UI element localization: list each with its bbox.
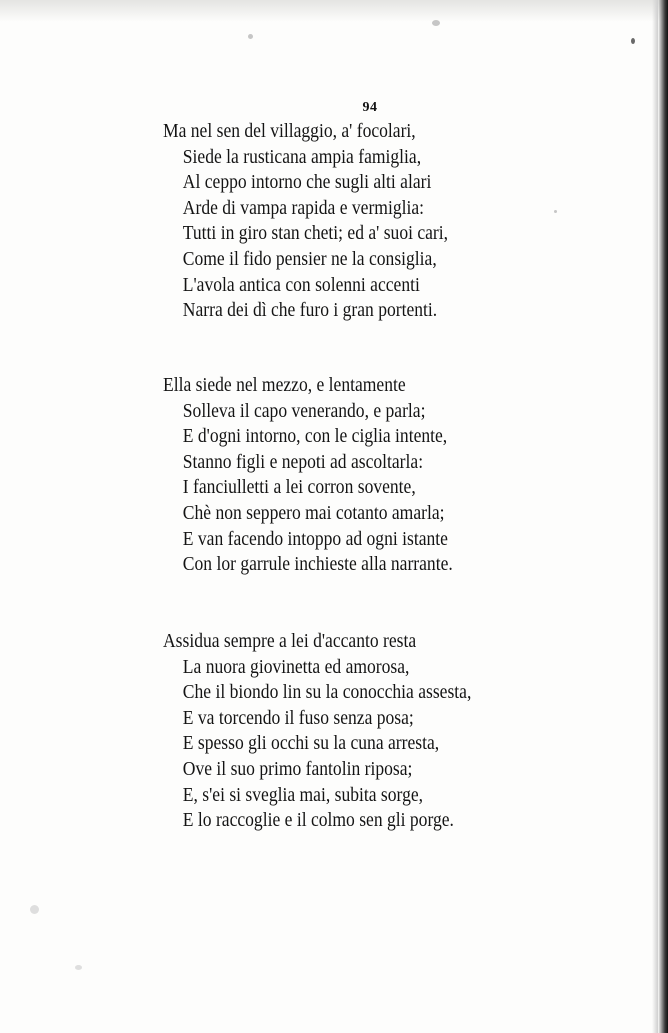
paper-speck [631,38,635,44]
verse-line: Chè non seppero mai cotanto amarla; [182,502,445,524]
verse-line: Assidua sempre a lei d'accanto resta [163,631,417,652]
verse-line: La nuora giovinetta ed amorosa, [182,656,410,678]
verse-line: Al ceppo intorno che sugli alti alari [182,172,432,194]
verse-line: L'avola antica con solenni accenti [182,274,420,296]
verse-line: Ove il suo primo fantolin riposa; [182,758,413,780]
stanza-3 [163,629,583,834]
stanza-1 [163,119,583,324]
stanza-2 [163,373,583,578]
page-edge-shadow [658,0,668,1033]
verse-line: Stanno figli e nepoti ad ascoltarla: [182,451,424,473]
verse-line: E lo raccoglie e il colmo sen gli porge. [182,810,454,832]
verse-line: Arde di vampa rapida e vermiglia: [182,197,425,219]
verse-line: Ella siede nel mezzo, e lentamente [163,375,406,396]
verse-line: Siede la rusticana ampia famiglia, [182,146,422,168]
verse-line: E d'ogni intorno, con le ciglia intente, [182,426,448,448]
verse-line: E va torcendo il fuso senza posa; [182,707,414,729]
verse-line: Solleva il capo venerando, e parla; [182,400,426,422]
verse-line: Come il fido pensier ne la consiglia, [182,248,437,270]
verse-line: Ma nel sen del villaggio, a' focolari, [163,121,416,142]
verse-line: Narra dei dì che furo i gran portenti. [182,300,438,322]
verse-line: E van facendo intoppo ad ogni istante [182,528,448,550]
paper-speck [432,20,440,26]
verse-line: Che il biondo lin su la conocchia assesta, [182,682,472,704]
page-number: 94 [362,100,378,115]
verse-line: E spesso gli occhi su la cuna arresta, [182,733,440,755]
verse-line: E, s'ei si sveglia mai, subita sorge, [182,784,424,806]
scan-top-shadow [0,0,668,22]
verse-line: I fanciulletti a lei corron sovente, [182,477,416,499]
verse-line: Con lor garrule inchieste alla narrante. [182,554,453,576]
paper-speck [30,905,39,914]
paper-speck [248,34,253,39]
verse-line: Tutti in giro stan cheti; ed a' suoi cari, [182,223,449,245]
paper-speck [75,965,82,970]
